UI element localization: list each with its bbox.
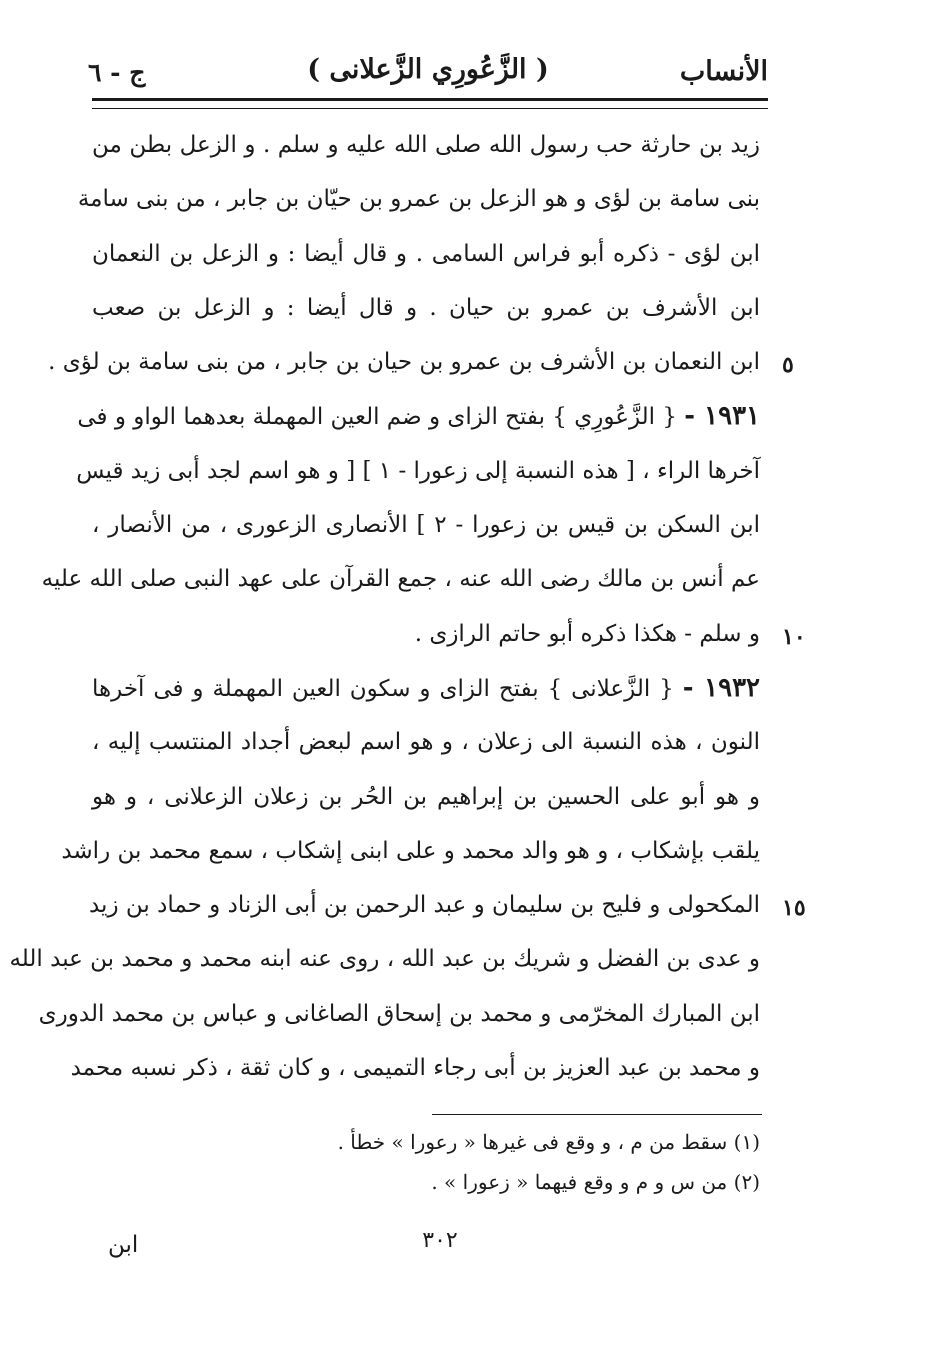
text-line: عم أنس بن مالك رضى الله عنه ، جمع القرآن على عهد النبى صلى الله عليه xyxy=(41,566,760,593)
entry-number: ١٩٣١ - xyxy=(684,401,760,432)
text-line: و هو أبو على الحسين بن إبراهيم بن الحُر بن زعلان الزعلانى ، و هو xyxy=(92,783,760,810)
text-line: { الزَّعلانى } بفتح الزاى و سكون العين المهملة و فى آخرها xyxy=(92,675,674,702)
text-line: و سلم - هكذا ذكره أبو حاتم الرازى . xyxy=(414,620,760,647)
footnote: (١) سقط من م ، و وقع فى غيرها « رعورا » خطأ . xyxy=(337,1130,760,1154)
line-number-marker: ١٠ xyxy=(782,624,806,650)
footnote-rule xyxy=(432,1114,762,1115)
running-header xyxy=(88,52,768,102)
main-text xyxy=(9,118,761,1095)
entry-title: ( الزَّعُورِي الزَّعلانى ) xyxy=(307,54,549,85)
text-line: ابن المبارك المخرّمى و محمد بن إسحاق الصاغانى و عباس بن محمد الدورى xyxy=(38,1000,760,1027)
page-number: ٣٠٢ xyxy=(422,1228,458,1253)
text-line: يلقب بإشكاب ، و هو والد محمد و على ابنى إشكاب ، سمع محمد بن راشد xyxy=(61,837,760,864)
line-number-marker: ١٥ xyxy=(782,895,806,921)
text-line: { الزَّعُورِي } بفتح الزاى و ضم العين المهملة بعدهما الواو و فى xyxy=(77,404,677,431)
text-line: و محمد بن عبد العزيز بن أبى رجاء التميمى ، و كان ثقة ، ذكر نسبه محمد xyxy=(70,1055,760,1082)
text-line: بنى سامة بن لؤى و هو الزعل بن عمرو بن حيّان بن جابر ، من بنى سامة xyxy=(77,186,760,213)
header-rule xyxy=(92,98,768,109)
book-title: الأنساب xyxy=(679,56,768,87)
text-line: آخرها الراء ، [ هذه النسبة إلى زعورا - ١ ] [ و هو اسم لجد أبى زيد قيس xyxy=(76,457,760,484)
text-line: زيد بن حارثة حب رسول الله صلى الله عليه و سلم . و الزعل بطن من xyxy=(92,132,760,158)
text-line: النون ، هذه النسبة الى زعلان ، و هو اسم لبعض أجداد المنتسب إليه ، xyxy=(92,729,760,756)
text-line: ابن السكن بن قيس بن زعورا - ٢ ] الأنصارى الزعورى ، من الأنصار ، xyxy=(92,512,760,539)
text-line: ابن لؤى - ذكره أبو فراس السامى . و قال أيضا : و الزعل بن النعمان xyxy=(92,240,760,267)
text-line: ابن الأشرف بن عمرو بن حيان . و قال أيضا : و الزعل بن صعب xyxy=(92,294,760,321)
footnote: (٢) من س و م و وقع فيهما « زعورا » . xyxy=(431,1170,760,1194)
line-number-marker: ٥ xyxy=(782,352,794,378)
footnotes xyxy=(200,1122,760,1202)
volume-number: ج - ٦ xyxy=(88,58,146,87)
entry-line xyxy=(92,661,760,715)
entry-line xyxy=(77,389,760,443)
text-line: ابن النعمان بن الأشرف بن عمرو بن حيان بن جابر ، من بنى سامة بن لؤى . xyxy=(48,349,760,376)
catchword: ابن xyxy=(108,1232,139,1258)
text-line: المكحولى و فليح بن سليمان و عبد الرحمن بن أبى الزناد و حماد بن زيد xyxy=(88,892,760,919)
entry-number: ١٩٣٢ - xyxy=(682,672,761,703)
text-line: و عدى بن الفضل و شريك بن عبد الله ، روى عنه ابنه محمد و محمد بن عبد الله xyxy=(9,946,760,973)
